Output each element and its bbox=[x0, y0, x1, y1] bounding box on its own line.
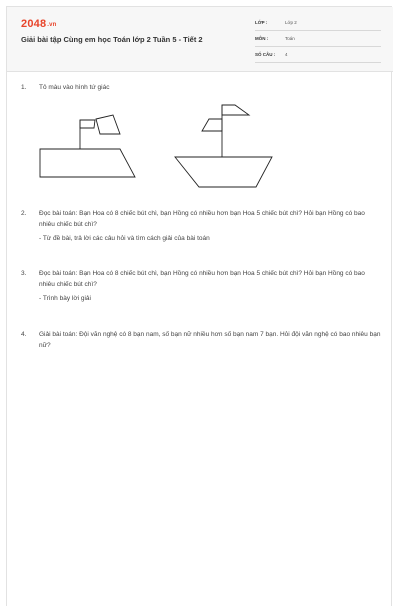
question-subtext: - Từ đề bài, trả lời các câu hỏi và tìm cách giải của bài toán bbox=[39, 235, 210, 242]
document-title: Giải bài tập Cùng em học Toán lớp 2 Tuần 5 - Tiết 2 bbox=[21, 35, 203, 44]
question-text: Giải bài toán: Đội văn nghệ có 8 bạn nam, số bạn nữ nhiều hơn số bạn nam 7 bạn. Hỏi đội văn nghệ có bao nhiêu bạn nữ? bbox=[39, 331, 381, 349]
meta-value-subject: Toán bbox=[285, 36, 295, 41]
quadrilateral-figures bbox=[7, 7, 393, 197]
question-4 bbox=[21, 329, 381, 351]
figure2-lower-flag-quadrilateral bbox=[202, 119, 222, 131]
question-2 bbox=[21, 208, 381, 244]
question-number: 1. bbox=[21, 84, 27, 91]
document-page bbox=[6, 6, 392, 606]
question-subtext: - Trình bày lời giải bbox=[39, 295, 91, 302]
figure1-hull-quadrilateral bbox=[40, 149, 135, 177]
logo-suffix-text: .vn bbox=[47, 22, 57, 28]
question-3 bbox=[21, 268, 381, 304]
meta-label-question-count: SỐ CÂU : bbox=[255, 52, 276, 57]
figure2-hull-quadrilateral bbox=[175, 157, 272, 187]
question-number: 4. bbox=[21, 331, 27, 338]
question-number: 2. bbox=[21, 210, 27, 217]
meta-label-subject: MÔN : bbox=[255, 36, 269, 41]
meta-value-class: Lớp 2 bbox=[285, 20, 297, 25]
meta-label-class: LỚP : bbox=[255, 20, 268, 25]
question-number: 3. bbox=[21, 270, 27, 277]
question-text: Tô màu vào hình tứ giác bbox=[39, 84, 110, 91]
question-text: Đọc bài toán: Bạn Hoa có 8 chiếc bút chì, bạn Hồng có nhiều hơn bạn Hoa 5 chiếc bút chì? Hỏi bạn Hồng có bao nhiêu chiếc bút chì? bbox=[39, 270, 365, 288]
figure1-flag-quadrilateral bbox=[80, 120, 95, 128]
figure1-flag-tilted-quadrilateral bbox=[96, 115, 120, 134]
meta-value-question-count: 4 bbox=[285, 52, 288, 57]
figure2-flag-quadrilateral bbox=[222, 105, 249, 115]
question-text: Đọc bài toán: Bạn Hoa có 8 chiếc bút chì, bạn Hồng có nhiều hơn bạn Hoa 5 chiếc bút chì? Hỏi bạn Hồng có bao nhiêu chiếc bút chì? bbox=[39, 210, 365, 228]
logo-main-text: 2048 bbox=[21, 18, 47, 30]
